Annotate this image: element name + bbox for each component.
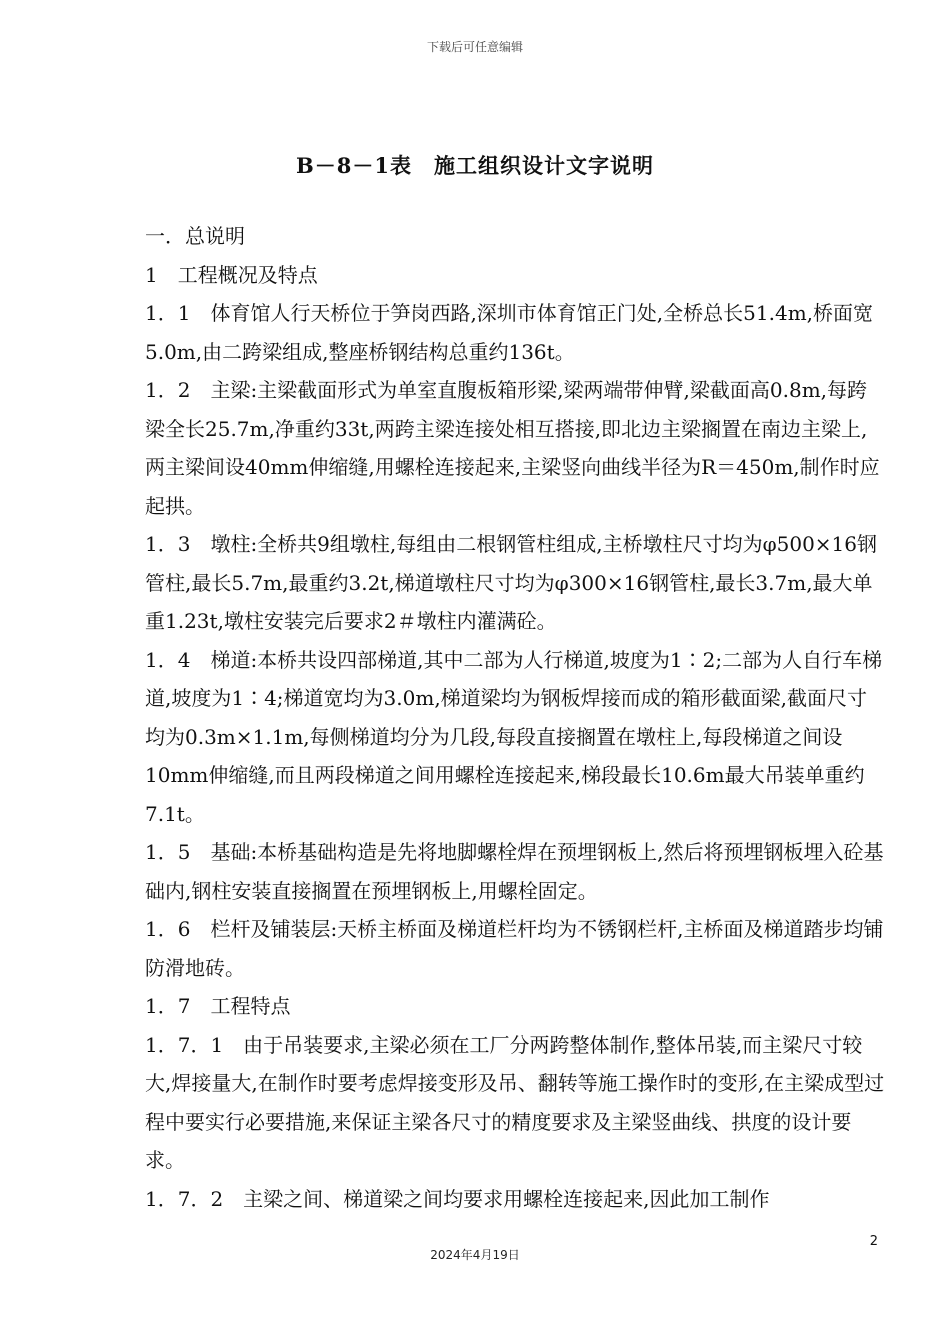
document-title: B－8－1表 施工组织设计文字说明 [296, 153, 654, 178]
paragraph-1-7-2: 1．7．2 主梁之间、梯道梁之间均要求用螺栓连接起来,因此加工制作 [145, 1186, 770, 1211]
paragraph-1-7: 1．7 工程特点 [145, 994, 291, 1018]
subsection-heading: 1 工程概况及特点 [145, 262, 318, 287]
paragraph-1-7-1: 1．7．1 由于吊装要求,主梁必须在工厂分两跨整体制作,整体吊装,而主梁尺寸较大,焊接量大,在制作时要考虑焊接变形及吊、翻转等施工操作时的变形,在主梁成型过程中要实行必要措施,来保证主梁各尺寸的精度要求及主梁竖曲线、拱度的设计要求。 [145, 1032, 885, 1172]
page-footer-date: 2024年4月19日 [430, 1248, 520, 1262]
section-heading: 一．总说明 [145, 224, 245, 248]
paragraph-1-3: 1．3 墩柱:全桥共9组墩柱,每组由二根钢管柱组成,主桥墩柱尺寸均为φ500×16钢管柱,最长5.7m,最重约3.2t,梯道墩柱尺寸均为φ300×16钢管柱,最长3.7m,最大单重1.23t,墩柱安装完后要求2＃墩柱内灌满砼。 [145, 532, 878, 633]
paragraph-1-5: 1．5 基础:本桥基础构造是先将地脚螺栓焊在预埋钢板上,然后将预埋钢板埋入砼基础内,钢柱安装直接搁置在预埋钢板上,用螺栓固定。 [145, 840, 884, 903]
paragraph-1-6: 1．6 栏杆及铺装层:天桥主桥面及梯道栏杆均为不锈钢栏杆,主桥面及梯道踏步均铺防滑地砖。 [145, 917, 884, 980]
page-header: 下载后可任意编辑 [426, 40, 523, 54]
paragraph-1-1: 1．1 体育馆人行天桥位于笋岗西路,深圳市体育馆正门处,全桥总长51.4m,桥面宽5.0m,由二跨梁组成,整座桥钢结构总重约136t。 [145, 301, 874, 364]
page-number: 2 [869, 1234, 878, 1249]
paragraph-1-2: 1．2 主梁:主梁截面形式为单室直腹板箱形梁,梁两端带伸臂,梁截面高0.8m,每跨梁全长25.7m,净重约33t,两跨主梁连接处相互搭接,即北边主梁搁置在南边主梁上,两主梁间设40mm伸缩缝,用螺栓连接起来,主梁竖向曲线半径为R＝450m,制作时应起拱。 [145, 378, 880, 518]
paragraph-1-4: 1．4 梯道:本桥共设四部梯道,其中二部为人行梯道,坡度为1∶2;二部为人自行车梯道,坡度为1∶4;梯道宽均为3.0m,梯道梁均为钢板焊接而成的箱形截面梁,截面尺寸均为0.3m×1.1m,每侧梯道均分为几段,每段直接搁置在墩柱上,每段梯道之间设10mm伸缩缝,而且两段梯道之间用螺栓连接起来,梯段最长10.6m最大吊装单重约7.1t。 [145, 647, 883, 826]
document-body [145, 217, 885, 1218]
